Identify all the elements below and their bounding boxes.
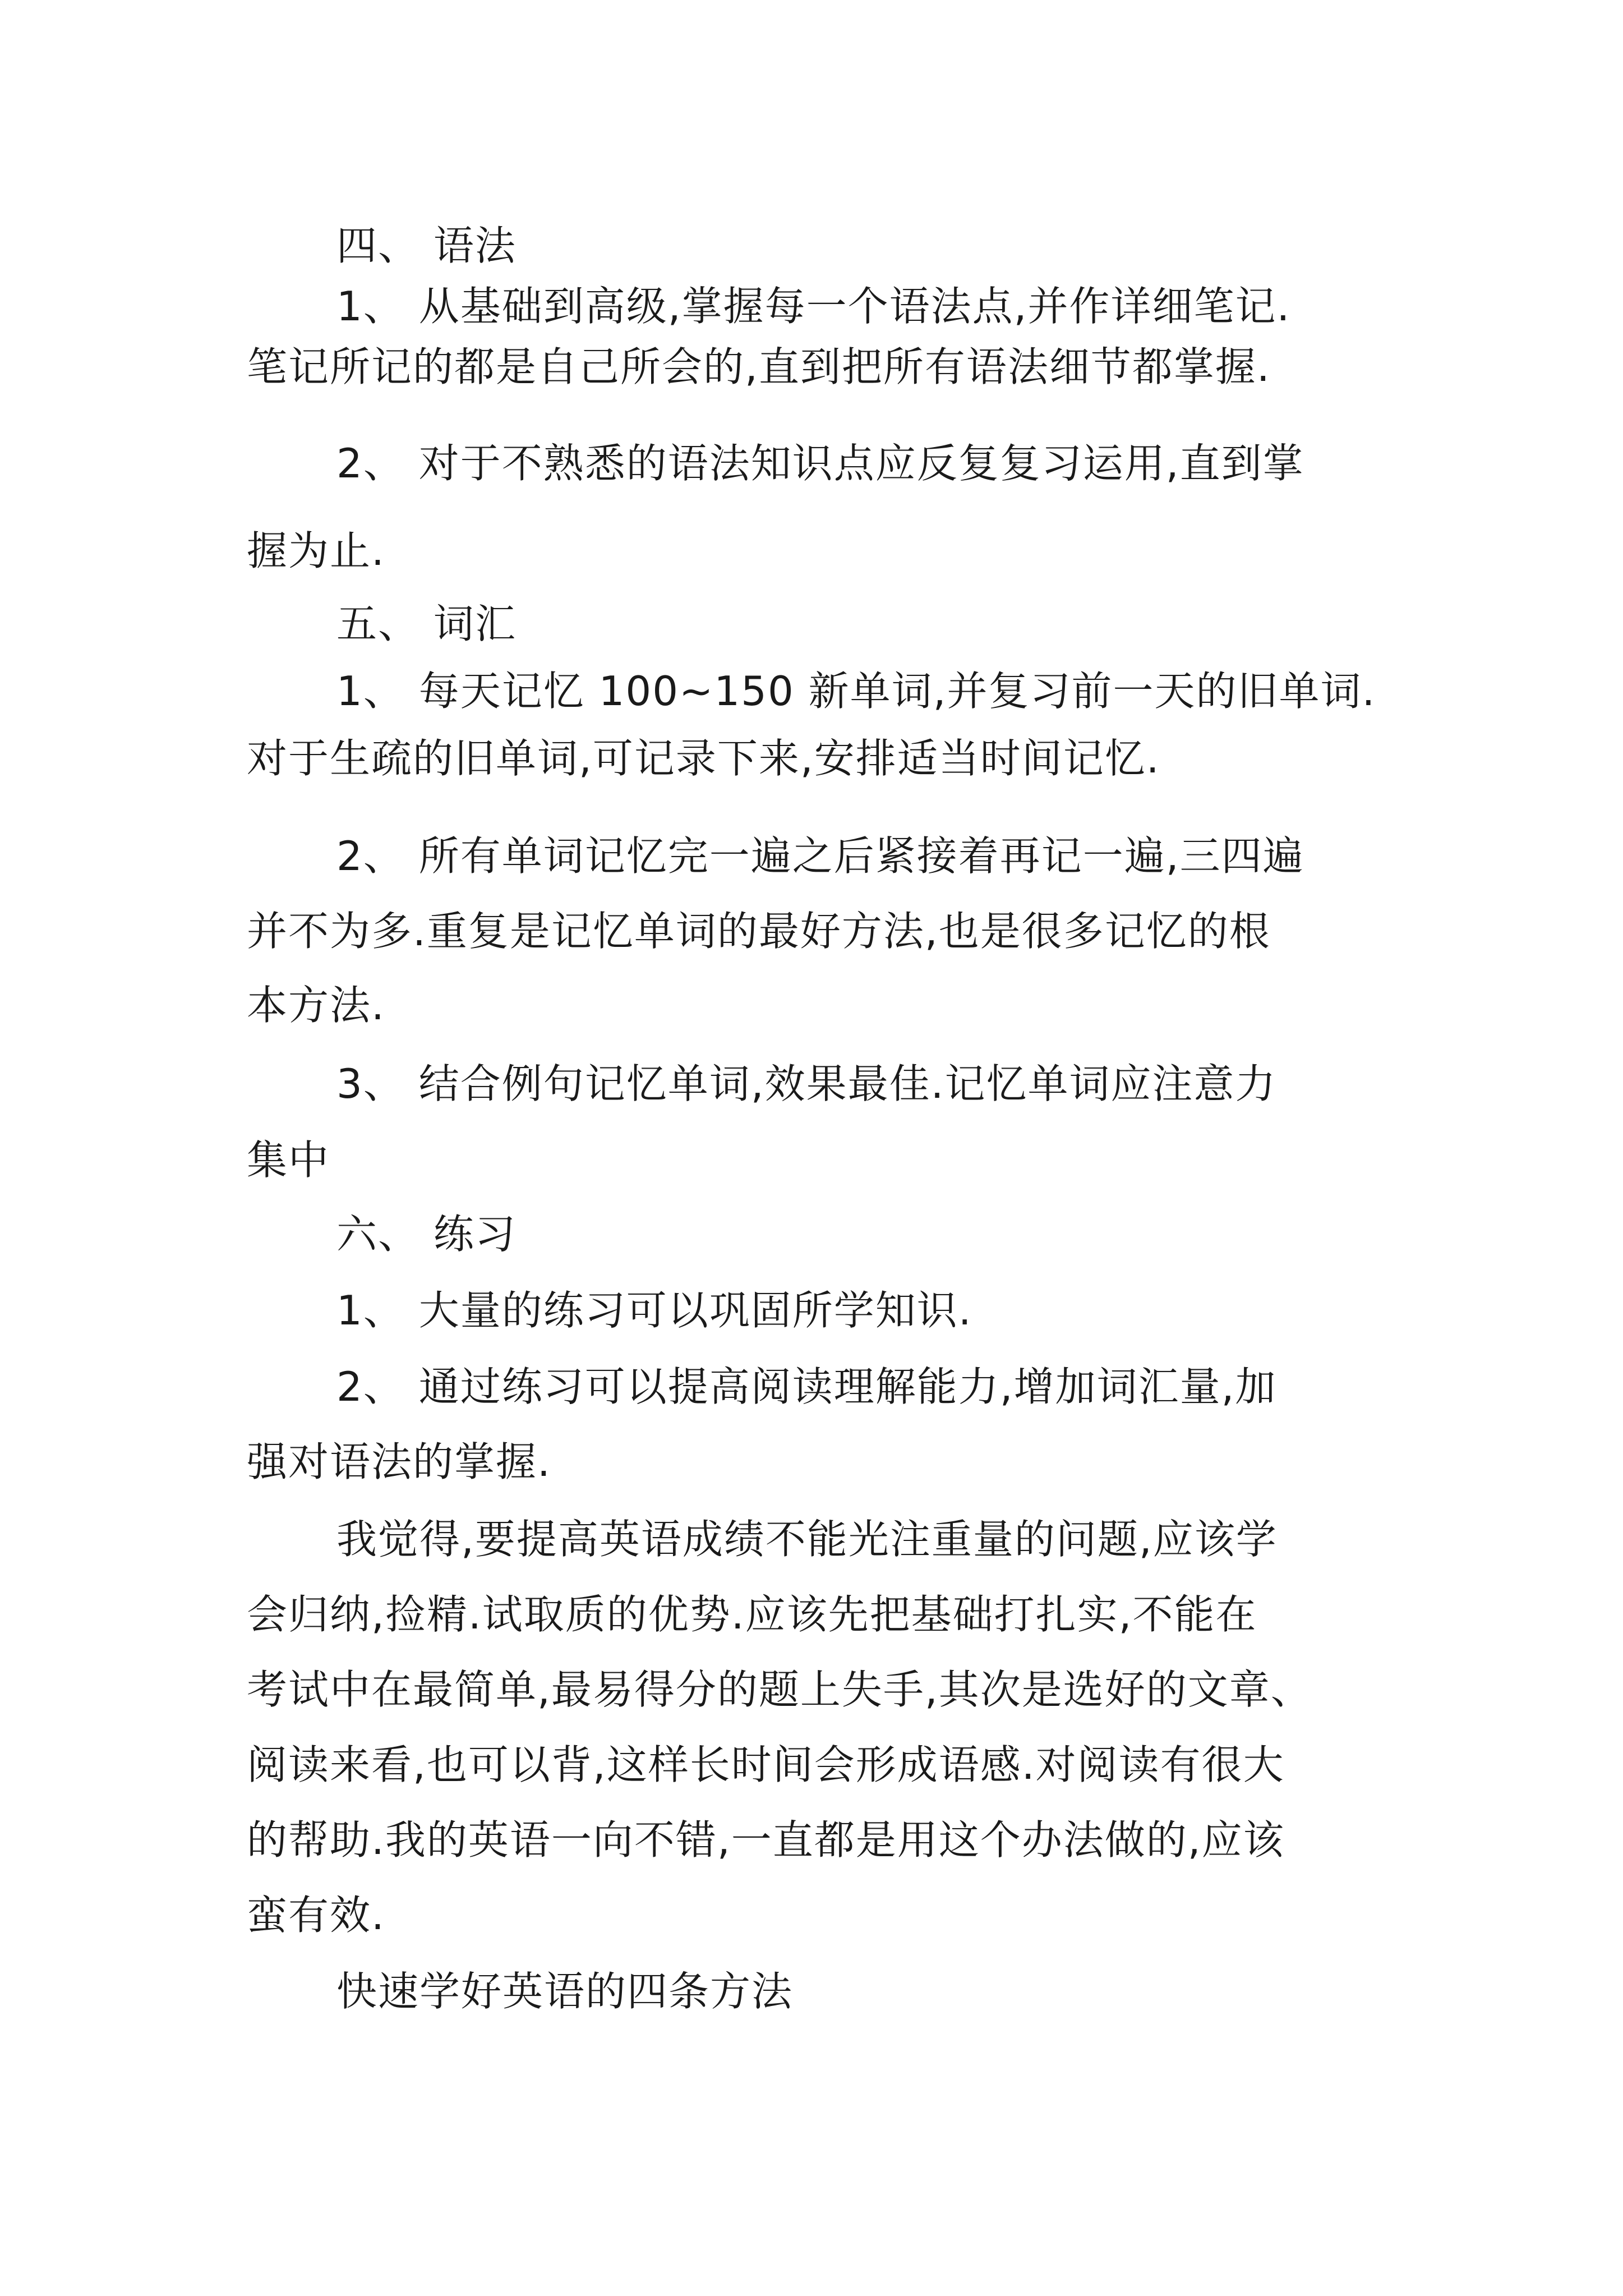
paragraph-line: 并不为多.重复是记忆单词的最好方法,也是很多记忆的根 [247, 908, 1271, 955]
paragraph-line: 我觉得,要提高英语成绩不能光注重量的问题,应该学 [336, 1516, 1278, 1563]
section-heading-four-methods: 快速学好英语的四条方法 [336, 1968, 794, 2015]
paragraph-line: 集中 [247, 1137, 330, 1184]
section-heading-grammar: 四、 语法 [336, 222, 517, 269]
paragraph-line: 会归纳,捡精.试取质的优势.应该先把基础打扎实,不能在 [247, 1591, 1257, 1638]
paragraph-line: 蛮有效. [247, 1892, 385, 1939]
paragraph-line: 2、 所有单词记忆完一遍之后紧接着再记一遍,三四遍 [336, 832, 1304, 880]
paragraph-line: 1、 从基础到高级,掌握每一个语法点,并作详细笔记. [336, 283, 1291, 330]
paragraph-line: 1、 每天记忆 100~150 新单词,并复习前一天的旧单词. [336, 668, 1376, 715]
paragraph-line: 的帮助.我的英语一向不错,一直都是用这个办法做的,应该 [247, 1816, 1285, 1864]
paragraph-line: 笔记所记的都是自己所会的,直到把所有语法细节都掌握. [247, 343, 1271, 390]
paragraph-line: 考试中在最简单,最易得分的题上失手,其次是选好的文章、 [247, 1666, 1312, 1713]
paragraph-line: 2、 对于不熟悉的语法知识点应反复复习运用,直到掌 [336, 440, 1304, 487]
section-heading-practice: 六、 练习 [336, 1211, 517, 1258]
paragraph-line: 对于生疏的旧单词,可记录下来,安排适当时间记忆. [247, 735, 1160, 782]
paragraph-line: 阅读来看,也可以背,这样长时间会形成语感.对阅读有很大 [247, 1741, 1285, 1788]
section-heading-vocabulary: 五、 词汇 [336, 600, 517, 647]
paragraph-line: 本方法. [247, 982, 385, 1029]
paragraph-line: 2、 通过练习可以提高阅读理解能力,增加词汇量,加 [336, 1363, 1277, 1410]
paragraph-line: 1、 大量的练习可以巩固所学知识. [336, 1287, 972, 1334]
paragraph-line: 3、 结合例句记忆单词,效果最佳.记忆单词应注意力 [336, 1060, 1277, 1107]
paragraph-line: 握为止. [247, 527, 385, 574]
paragraph-line: 强对语法的掌握. [247, 1438, 551, 1485]
